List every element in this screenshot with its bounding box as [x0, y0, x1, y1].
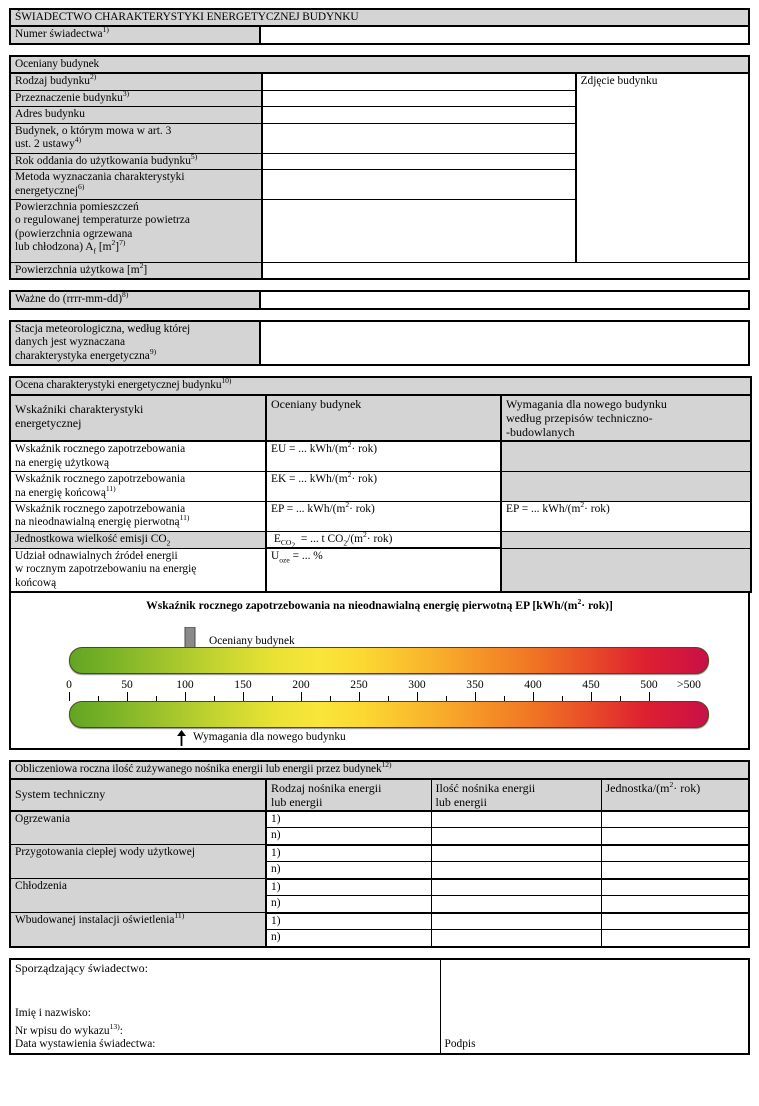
- indicator-requirement-oze[interactable]: [501, 548, 751, 592]
- indicator-label-ek: Wskaźnik rocznego zapotrzebowania na energię końcową$^{11)}$: [10, 472, 266, 502]
- indicator-requirement-eu[interactable]: [501, 441, 751, 471]
- footnote-marker-1: 1): [102, 25, 109, 35]
- author-name-row[interactable]: [10, 1006, 440, 1024]
- indicator-label-eu: Wskaźnik rocznego zapotrzebowania na energię użytkową: [10, 441, 266, 471]
- system-ogrzewania-unit-n[interactable]: [601, 828, 749, 845]
- row-label-przeznaczenie-budynku: Przeznaczenie budynku$^{3)}$: [10, 90, 262, 106]
- building-photo-cell[interactable]: [576, 73, 749, 262]
- row-label-rok-oddania: Rok oddania do użytkowania budynku$^{5)}$: [10, 153, 262, 169]
- systems-block: [9, 760, 750, 947]
- system-cwu-carrier-1[interactable]: 1): [266, 845, 431, 862]
- footnote-marker-10: 10): [221, 376, 232, 386]
- systems-header-system: System techniczny: [10, 779, 266, 811]
- footnote-marker-3: 3): [122, 89, 130, 99]
- footnote-marker-14: 11): [174, 911, 185, 921]
- tick-label-350: 350: [466, 678, 484, 692]
- system-label-ogrzewania: Ogrzewania: [10, 811, 266, 845]
- row-label-rodzaj-budynku: Rodzaj budynku$^{2)}$: [10, 73, 262, 90]
- footnote-marker-11: 11): [105, 483, 116, 493]
- row-label-adres-budynku: Adres budynku: [10, 107, 262, 123]
- assessment-section-title: Ocena charakterystyki energetycznej budynku$^{10)}$: [10, 377, 751, 394]
- tick-label-over-500: >500: [677, 678, 701, 692]
- system-oswietlenie-unit-n[interactable]: [601, 930, 749, 947]
- validity-field[interactable]: [260, 291, 749, 308]
- author-spacer: [10, 978, 440, 1006]
- assessment-header-building: Oceniany budynek: [266, 395, 501, 441]
- row-label-powierzchnia-regulowana: Powierzchnia pomieszczeń o regulowanej temperaturze powietrza (powierzchnia ogrzewana lub chłodzona) $A_f$ $[m^2]^{7)}$: [10, 199, 262, 262]
- spacer: [9, 45, 750, 55]
- station-field[interactable]: [260, 321, 749, 365]
- validity-block: [9, 290, 750, 309]
- system-oswietlenie-carrier-n[interactable]: n): [266, 930, 431, 947]
- chart-title: Wskaźnik rocznego zapotrzebowania na nieodnawialną energię pierwotną EP $[kWh/(m^2\cdot rok)]$: [146, 597, 613, 613]
- system-cwu-amount-1[interactable]: [431, 845, 601, 862]
- tick-label-400: 400: [524, 678, 542, 692]
- document-title: ŚWIADECTWO CHARAKTERYSTYKI ENERGETYCZNEJ BUDYNKU: [10, 9, 749, 26]
- footnote-marker-9: 9): [149, 347, 157, 356]
- footnote-marker-4: 4): [74, 135, 82, 145]
- system-oswietlenie-unit-1[interactable]: [601, 913, 749, 930]
- system-oswietlenie-carrier-1[interactable]: 1): [266, 913, 431, 930]
- author-registry-label: Nr wpisu do wykazu: [15, 1024, 110, 1037]
- systems-header-carrier-type: Rodzaj nośnika energii lub energii: [266, 779, 431, 811]
- footnote-marker-15: 13): [109, 1021, 120, 1031]
- systems-header-unit: Jednostka/$(m^2\cdot rok)$: [601, 779, 749, 811]
- station-label: Stacja meteorologiczna, według której danych jest wyznaczana charakterystyka energetyczna$^{9)}$: [10, 321, 260, 365]
- signature-label: Podpis: [444, 1038, 476, 1051]
- field-przeznaczenie-budynku[interactable]: [262, 90, 576, 106]
- row-label-art3: Budynek, o którym mowa w art. 3 ust. 2 ustawy$^{4)}$: [10, 123, 262, 153]
- footnote-marker-5: 5): [190, 151, 198, 161]
- spacer: [9, 366, 750, 376]
- tick-label-0: 0: [66, 678, 72, 692]
- indicator-requirement-ek[interactable]: [501, 472, 751, 502]
- assessment-header-indicators: Wskaźniki charakterystyki energetycznej: [10, 395, 266, 441]
- indicator-value-oze[interactable]: $U_{oze}$ = ... %: [266, 548, 501, 592]
- tick-label-450: 450: [582, 678, 600, 692]
- up-arrow-icon: [175, 730, 188, 746]
- scale-bar-top: [69, 647, 709, 674]
- tick-label-200: 200: [292, 678, 310, 692]
- footnote-marker-6: 6): [78, 181, 85, 191]
- indicator-requirement-ep[interactable]: EP = ... kWh/$(m^2\cdot rok)$: [501, 501, 751, 531]
- indicator-label-co2: Jednostkowa wielkość emisji $CO_2$: [10, 531, 266, 548]
- system-label-chlodzenia: Chłodzenia: [10, 879, 266, 913]
- tick-label-150: 150: [234, 678, 252, 692]
- indicator-label-oze: Udział odnawialnych źródeł energii w rocznym zapotrzebowaniu na energię końcową: [10, 548, 266, 592]
- system-chlodzenia-amount-n[interactable]: [431, 896, 601, 913]
- spacer: [9, 948, 750, 958]
- system-cwu-amount-n[interactable]: [431, 862, 601, 879]
- marker-label-oceniany-budynek: Oceniany budynek: [209, 635, 295, 648]
- tick-label-250: 250: [350, 678, 368, 692]
- footnote-marker-7: 7): [119, 238, 126, 248]
- signature-cell[interactable]: [440, 959, 749, 1054]
- indicator-value-ek[interactable]: EK = ... kWh/$(m^2\cdot rok)$: [266, 472, 501, 502]
- author-registry-suffix: :: [119, 1024, 123, 1037]
- system-ogrzewania-amount-n[interactable]: [431, 828, 601, 845]
- field-metoda[interactable]: [262, 170, 576, 200]
- building-block: [9, 55, 750, 281]
- indicator-requirement-co2[interactable]: [501, 531, 751, 548]
- indicator-label-ep: Wskaźnik rocznego zapotrzebowania na nieodnawialną energię pierwotną$^{11)}$: [10, 501, 266, 531]
- author-block: [9, 958, 750, 1055]
- systems-section-title: Obliczeniowa roczna ilość zużywanego nośnika energii lub energii przez budynek$^{12)}$: [10, 761, 749, 778]
- systems-header-carrier-amount: Ilość nośnika energii lub energii: [431, 779, 601, 811]
- indicator-value-ep[interactable]: EP = ... kWh/$(m^2\cdot rok)$: [266, 501, 501, 531]
- spacer: [9, 310, 750, 320]
- author-title: Sporządzający świadectwo:: [10, 959, 440, 978]
- system-cwu-unit-n[interactable]: [601, 862, 749, 879]
- author-name-label: Imię i nazwisko:: [15, 1006, 91, 1019]
- system-label-oswietlenie: Wbudowanej instalacji oświetlenia$^{11)}$: [10, 913, 266, 947]
- field-powierzchnia-uzytkowa[interactable]: [262, 262, 749, 279]
- system-ogrzewania-carrier-1[interactable]: 1): [266, 811, 431, 828]
- system-ogrzewania-carrier-n[interactable]: n): [266, 828, 431, 845]
- footnote-marker-13: 12): [381, 760, 392, 770]
- system-oswietlenie-amount-1[interactable]: [431, 913, 601, 930]
- system-chlodzenia-unit-1[interactable]: [601, 879, 749, 896]
- station-block: [9, 320, 750, 366]
- scale-axis: [66, 675, 709, 701]
- field-adres-budynku[interactable]: [262, 107, 576, 123]
- title-block: [9, 8, 750, 45]
- tick-label-300: 300: [408, 678, 426, 692]
- system-chlodzenia-carrier-1[interactable]: 1): [266, 879, 431, 896]
- system-chlodzenia-carrier-n[interactable]: n): [266, 896, 431, 913]
- certificate-number-label: Numer świadectwa$^{1)}$: [10, 26, 260, 43]
- validity-label: Ważne do (rrrr-mm-dd)$^{8)}$: [10, 291, 260, 308]
- footnote-marker-8: 8): [122, 290, 129, 300]
- ep-scale-chart: [9, 593, 750, 750]
- spacer: [9, 750, 750, 760]
- field-rok-oddania[interactable]: [262, 153, 576, 169]
- author-registry-date-rows[interactable]: [10, 1021, 440, 1054]
- system-ogrzewania-unit-1[interactable]: [601, 811, 749, 828]
- system-oswietlenie-amount-n[interactable]: [431, 930, 601, 947]
- row-label-powierzchnia-uzytkowa: Powierzchnia użytkowa $[m^2]$: [10, 262, 262, 279]
- tick-label-50: 50: [121, 678, 133, 692]
- field-rodzaj-budynku[interactable]: [262, 73, 576, 90]
- system-label-cwu: Przygotowania ciepłej wody użytkowej: [10, 845, 266, 879]
- row-label-metoda: Metoda wyznaczania charakterystyki energetycznej$^{6)}$: [10, 170, 262, 200]
- system-chlodzenia-unit-n[interactable]: [601, 896, 749, 913]
- system-cwu-unit-1[interactable]: [601, 845, 749, 862]
- certificate-number-field[interactable]: [260, 26, 749, 43]
- field-art3[interactable]: [262, 123, 576, 153]
- indicator-value-co2[interactable]: $E_{CO_2}$ = ... t $CO_2/(m^2\cdot rok)$: [266, 531, 501, 548]
- system-chlodzenia-amount-1[interactable]: [431, 879, 601, 896]
- assessment-header-requirements: Wymagania dla nowego budynku według przepisów techniczno- -budowlanych: [501, 395, 751, 441]
- footnote-marker-2: 2): [89, 72, 97, 82]
- marker-label-wymagania: Wymagania dla nowego budynku: [193, 731, 346, 744]
- indicator-value-eu[interactable]: EU = ... kWh/$(m^2\cdot rok)$: [266, 441, 501, 471]
- tick-label-100: 100: [176, 678, 194, 692]
- spacer: [9, 280, 750, 290]
- scale-bar-bottom: [69, 701, 709, 728]
- assessment-block: [9, 376, 752, 593]
- field-powierzchnia-regulowana[interactable]: [262, 199, 576, 262]
- building-photo-label: Zdjęcie budynku: [580, 75, 658, 88]
- footnote-marker-12: 11): [179, 513, 190, 523]
- author-date-label: Data wystawienia świadectwa:: [15, 1038, 156, 1051]
- scale-area: [11, 613, 748, 745]
- tick-label-500: 500: [640, 678, 658, 692]
- system-ogrzewania-amount-1[interactable]: [431, 811, 601, 828]
- building-section-title: Oceniany budynek: [10, 56, 749, 73]
- system-cwu-carrier-n[interactable]: n): [266, 862, 431, 879]
